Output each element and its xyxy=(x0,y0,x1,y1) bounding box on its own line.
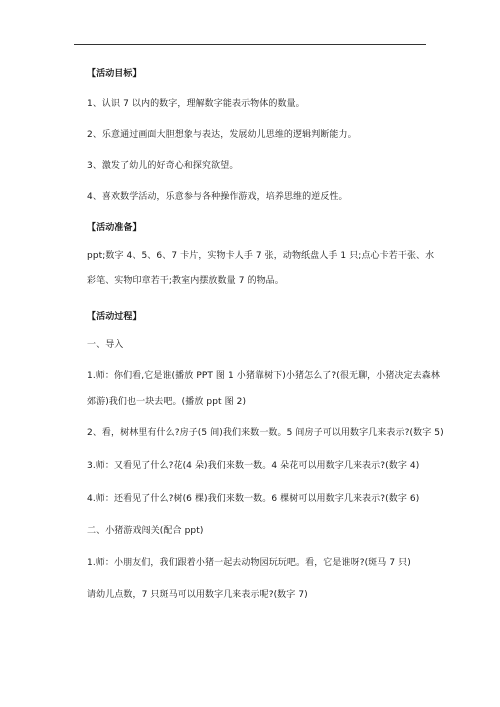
goal-item-2: 2、乐意通过画面大胆想象与表达，发展幼儿思维的逻辑判断能力。 xyxy=(87,130,357,140)
goal-item-1: 1、认识 7 以内的数字，理解数字能表示物体的数量。 xyxy=(87,99,305,109)
process-heading: 【活动过程】 xyxy=(87,312,142,322)
game-step-1-follow: 请幼儿点数，7 只斑马可以用数字几来表示呢?(数字 7) xyxy=(87,590,308,600)
process-step-1-line-2: 郊游)我们也一块去吧。(播放 ppt 图 2) xyxy=(87,397,247,407)
preparation-text-line-2: 彩笔、实物印章若干;教室内摆放数量 7 的物品。 xyxy=(87,276,284,286)
header-rule xyxy=(74,44,426,45)
goals-heading: 【活动目标】 xyxy=(87,69,142,79)
preparation-text-line-1: ppt;数字 4、5、6、7 卡片，实物卡人手 7 张，动物纸盘人手 1 只;点心卡若干张、水 xyxy=(87,251,435,261)
process-step-4: 4.师：还看见了什么?树(6 棵)我们来数一数。6 棵树可以用数字几来表示?(数字 6) xyxy=(87,494,420,504)
process-step-1-line-1: 1.师：你们看,它是谁(播放 PPT 图 1 小猪靠树下)小猪怎么了?(很无聊，小猪决定去森林 xyxy=(87,371,440,381)
section-1-title: 一、导入 xyxy=(87,340,124,350)
game-step-1: 1.师：小朋友们，我们跟着小猪一起去动物园玩玩吧。看，它是谁呀?(斑马 7 只) xyxy=(87,558,411,568)
preparation-heading: 【活动准备】 xyxy=(87,223,142,233)
section-2-title: 二、小猪游戏闯关(配合 ppt) xyxy=(87,526,204,536)
goal-item-3: 3、激发了幼儿的好奇心和探究欲望。 xyxy=(87,161,239,171)
goal-item-4: 4、喜欢数学活动，乐意参与各种操作游戏，培养思维的逆反性。 xyxy=(87,192,348,202)
process-step-3: 3.师：又看见了什么?花(4 朵)我们来数一数。4 朵花可以用数字几来表示?(数字 4) xyxy=(87,461,420,471)
process-step-2: 2、看，树林里有什么?房子(5 间)我们来数一数。5 间房子可以用数字几来表示?(数字 5) xyxy=(87,428,444,438)
